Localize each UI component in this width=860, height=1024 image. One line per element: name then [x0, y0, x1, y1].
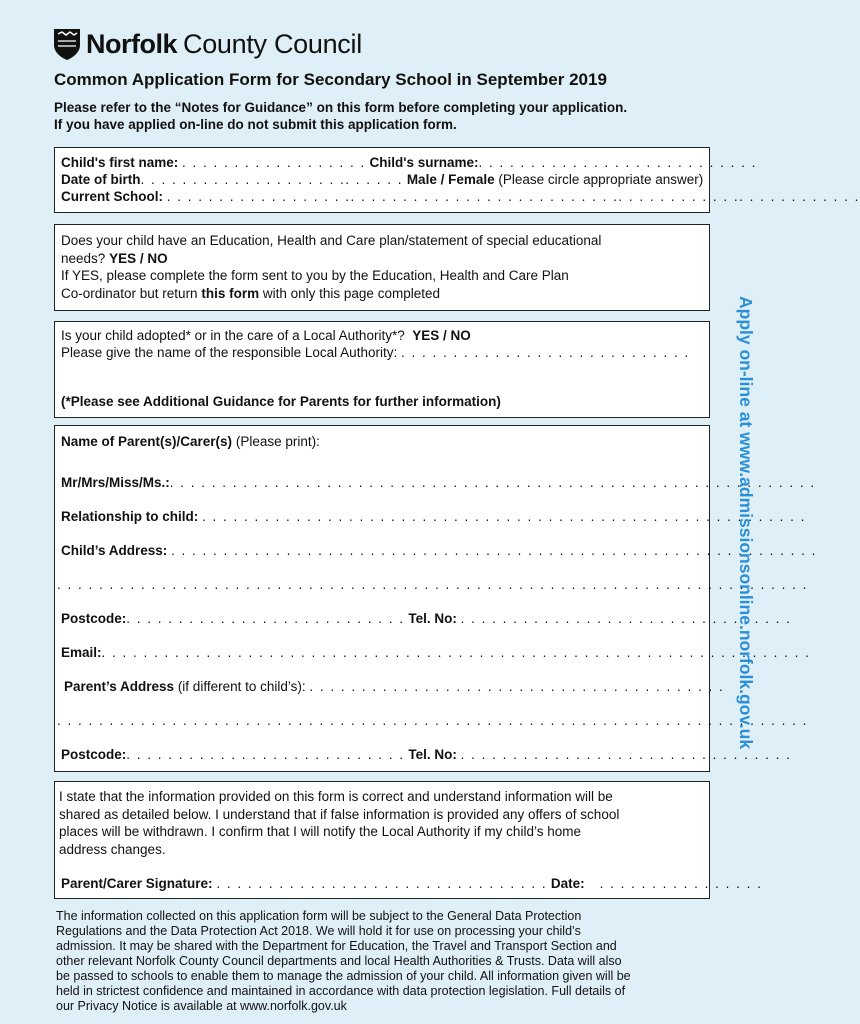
surname-field[interactable]: . . . . . . . . . . . . . . . . . . . . . . . . . . . — [478, 155, 757, 170]
tel2-field[interactable]: . . . . . . . . . . . . . . . . . . . . . . . . . . . . . . . . — [460, 747, 792, 762]
dob-row — [61, 171, 703, 189]
parent-address-line-2[interactable]: . . . . . . . . . . . . . . . . . . . . . . . . . . . . . . . . . . . . . . . . . . . . . . . . . . . . . . . . . . . . . . . . . . . . . . . . — [57, 713, 808, 728]
form-title: Common Application Form for Secondary School in September 2019 — [54, 70, 607, 89]
ehc-line-4: Co-ordinator but return this form with only this page completed — [61, 285, 440, 301]
authority-label: Please give the name of the responsible Local Authority: — [61, 345, 398, 360]
title-row: Mr/Mrs/Miss/Ms.:. . . . . . . . . . . . . . . . . . . . . . . . . . . . . . . . . . . . . . . . . . . . . . . . . . . . . . . . . . . . . . — [61, 475, 816, 490]
ehc-line-2: needs? YES / NO — [61, 250, 168, 266]
school-label: Current School: — [61, 189, 164, 204]
child-name-row — [61, 154, 757, 172]
child-address-field[interactable]: . . . . . . . . . . . . . . . . . . . . . . . . . . . . . . . . . . . . . . . . . . . . . . . . . . . . . . . . . . . . . . — [171, 543, 817, 558]
email-field[interactable]: . . . . . . . . . . . . . . . . . . . . . . . . . . . . . . . . . . . . . . . . . . . . . . . . . . . . . . . . . . . . . . . . . . . . — [101, 645, 811, 660]
adopted-note: (*Please see Additional Guidance for Parents for further information) — [61, 394, 501, 409]
child-address-line-2[interactable]: . . . . . . . . . . . . . . . . . . . . . . . . . . . . . . . . . . . . . . . . . . . . . . . . . . . . . . . . . . . . . . . . . . . . . . . . — [57, 577, 808, 592]
sex-label[interactable]: Male / Female — [406, 172, 495, 187]
parent-address-row: Parent’s Address (if different to child’s): . . . . . . . . . . . . . . . . . . . . . . . . . . . . . . . . . . . . . . . . — [64, 679, 725, 694]
surname-label: Child's surname: — [369, 155, 479, 170]
declaration-line-2: shared as detailed below. I understand that if false information is provided any offers of school — [59, 806, 620, 822]
parent-address-field[interactable]: . . . . . . . . . . . . . . . . . . . . . . . . . . . . . . . . . . . . . . . . — [309, 679, 725, 694]
data-protection-notice: The information collected on this application form will be subject to the General Data Protection Regulations and the Data Protection Act 2018. We will hold it for use on processing your child’s admission. It may be shared with the Department for Education, the Travel and Transport Section and other relevant Norfolk County Council departments and local Health Authorities & Trusts. Data will also be passed to schools to enable them to manage the admission of your child. All information given will be held in strictest confidence and maintained in accordance with data protection legislation. Full details of our Privacy Notice is available at www.norfolk.gov.uk — [56, 909, 631, 1013]
council-logo — [52, 24, 362, 64]
intro-line-2: If you have applied on-line do not submit this application form. — [54, 117, 457, 132]
postcode-field[interactable]: . . . . . . . . . . . . . . . . . . . . . . . . . . . — [126, 611, 405, 626]
intro-line-1: Please refer to the “Notes for Guidance” on this form before completing your application. — [54, 100, 628, 115]
logo-text-bold: Norfolk — [86, 28, 177, 59]
adopted-question: Is your child adopted* or in the care of a Local Authority*? YES / NO — [61, 328, 471, 343]
ehc-plan-box — [54, 224, 710, 311]
first-name-field[interactable]: . . . . . . . . . . . . . . . . . . — [182, 155, 366, 170]
adopted-box — [54, 321, 710, 418]
child-address-row: Child’s Address: . . . . . . . . . . . . . . . . . . . . . . . . . . . . . . . . . . . . . . . . . . . . . . . . . . . . . . . . . . . . . . — [61, 543, 817, 558]
dob-label: Date of birth — [61, 172, 141, 187]
sex-note: (Please circle appropriate answer) — [498, 172, 704, 187]
dob-field[interactable]: . . . . . . . . . . . . . . . . . . . .. . . . . . — [140, 172, 404, 187]
declaration-line-3: places will be withdrawn. I confirm that I will notify the Local Authority if my child’s home — [59, 824, 581, 839]
intro-text — [54, 99, 724, 133]
declaration-line-1: I state that the information provided on this form is correct and understand information will be — [59, 789, 613, 804]
relationship-field[interactable]: . . . . . . . . . . . . . . . . . . . . . . . . . . . . . . . . . . . . . . . . . . . . . . . . . . . . . . . . . . — [202, 509, 806, 524]
relationship-row: Relationship to child: . . . . . . . . . . . . . . . . . . . . . . . . . . . . . . . . . . . . . . . . . . . . . . . . . . . . . . . . . . — [61, 509, 806, 524]
title-field[interactable]: . . . . . . . . . . . . . . . . . . . . . . . . . . . . . . . . . . . . . . . . . . . . . . . . . . . . . . . . . . . . . . — [169, 475, 816, 490]
apply-online-side-text: Apply on-line at www.admissionsonline.norfolk.gov.uk — [736, 296, 756, 750]
signature-row: Parent/Carer Signature: . . . . . . . . . . . . . . . . . . . . . . . . . . . . . . . . Date: . . . . . . . . . . . . . . . . — [61, 876, 763, 891]
ehc-line-1: Does your child have an Education, Health and Care plan/statement of special educational — [61, 233, 602, 248]
date-field[interactable]: . . . . . . . . . . . . . . . . — [599, 876, 763, 891]
authority-field[interactable]: . . . . . . . . . . . . . . . . . . . . . . . . . . . . — [400, 345, 690, 360]
signature-field[interactable]: . . . . . . . . . . . . . . . . . . . . . . . . . . . . . . . . — [216, 876, 548, 891]
authority-row — [61, 344, 690, 362]
tel-field[interactable]: . . . . . . . . . . . . . . . . . . . . . . . . . . . . . . . . — [460, 611, 792, 626]
school-row — [61, 188, 860, 206]
parent-name-heading: Name of Parent(s)/Carer(s) (Please print): — [61, 434, 320, 449]
ehc-line-3: If YES, please complete the form sent to you by the Education, Health and Care Plan — [61, 268, 569, 283]
ehc-yes-no[interactable]: YES / NO — [109, 250, 168, 266]
postcode2-field[interactable]: . . . . . . . . . . . . . . . . . . . . . . . . . . . — [126, 747, 405, 762]
email-row: Email:. . . . . . . . . . . . . . . . . . . . . . . . . . . . . . . . . . . . . . . . . . . . . . . . . . . . . . . . . . . . . . . . . . . . — [61, 645, 811, 660]
declaration-box — [54, 781, 763, 899]
adopted-yes-no[interactable]: YES / NO — [412, 328, 471, 343]
child-details-box — [54, 147, 860, 213]
postcode2-row: Postcode:. . . . . . . . . . . . . . . . . . . . . . . . . . . Tel. No: . . . . . . . . . . . . . . . . . . . . . . . . . . . . . . . . — [61, 747, 792, 762]
logo-text-light: County Council — [183, 28, 362, 59]
postcode-row: Postcode:. . . . . . . . . . . . . . . . . . . . . . . . . . . Tel. No: . . . . . . . . . . . . . . . . . . . . . . . . . . . . . . . . — [61, 611, 792, 626]
crest-icon — [52, 27, 82, 61]
school-field[interactable]: . . . . . . . . . . . . . . . . . .. . . . . . . . . . . . . . . . . . . . . . . . . .. . . . . . . . . . . .. . . . . . . . . . . . — [166, 189, 860, 204]
first-name-label: Child's first name: — [61, 155, 179, 170]
declaration-line-4: address changes. — [59, 841, 166, 857]
